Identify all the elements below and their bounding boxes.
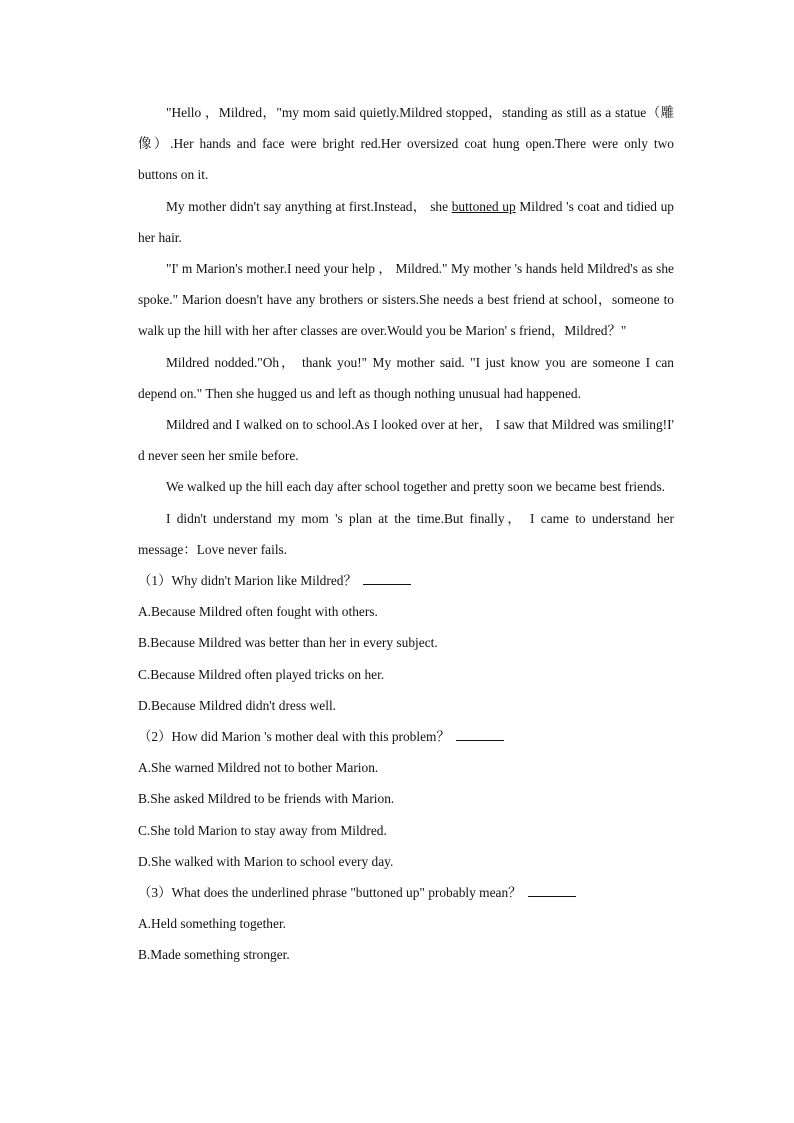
question-stem	[138, 565, 674, 596]
answer-option: A.Held something together.	[138, 916, 287, 932]
answer-option: C.She told Marion to stay away from Mildred.	[138, 822, 387, 838]
answer-option: D.Because Mildred didn't dress well.	[138, 697, 337, 713]
question-text: （2）How did Marion 's mother deal with this problem？	[138, 729, 450, 745]
passage-paragraph: I didn't understand my mom 's plan at the time.But finally， I came to understand her message：Love never fails.	[138, 510, 674, 557]
answer-blank[interactable]	[528, 884, 576, 897]
passage-paragraph: Mildred and I walked on to school.As I looked over at her， I saw that Mildred was smiling!I' d never seen her smile before.	[138, 417, 674, 464]
passage-paragraph: We walked up the hill each day after school together and pretty soon we became best friends.	[166, 479, 666, 495]
passage-paragraph: Mildred nodded."Oh， thank you!" My mother said. "I just know you are someone I can depend on." Then she hugged us and left as though nothing unusual had happened.	[138, 354, 674, 401]
question-text: （3）What does the underlined phrase "buttoned up" probably mean？	[138, 885, 522, 901]
answer-option: A.Because Mildred often fought with others.	[138, 604, 378, 620]
question-text: （1）Why didn't Marion like Mildred？	[138, 573, 357, 589]
passage-paragraph: "Hello ，Mildred，"my mom said quietly.Mildred stopped，standing as still as a statue（雕像）.Her hands and face were bright red.Her oversized coat hung open.There were only two buttons on it.	[138, 105, 674, 183]
answer-blank[interactable]	[363, 572, 411, 585]
answer-option: B.Made something stronger.	[138, 947, 290, 963]
answer-option: C.Because Mildred often played tricks on her.	[138, 666, 385, 682]
answer-option: B.She asked Mildred to be friends with Marion.	[138, 791, 395, 807]
passage-paragraph: "I' m Marion's mother.I need your help ， Mildred." My mother 's hands held Mildred's as she spoke." Marion doesn't have any brothers or sisters.She needs a best friend at school，someone to walk up the hill with her after classes are over.Would you be Marion' s friend，Mildred？"	[138, 261, 674, 339]
question-stem	[138, 877, 674, 908]
question-stem	[138, 721, 674, 752]
paragraph-text: My mother didn't say anything at first.Instead， she	[166, 198, 452, 214]
answer-option: B.Because Mildred was better than her in every subject.	[138, 635, 438, 651]
answer-blank[interactable]	[456, 728, 504, 741]
document-page	[138, 97, 674, 971]
answer-option: A.She warned Mildred not to bother Marion.	[138, 760, 379, 776]
underlined-phrase: buttoned up	[451, 198, 516, 214]
answer-option: D.She walked with Marion to school every day.	[138, 853, 394, 869]
passage-paragraph	[138, 191, 674, 253]
paragraph-text: Mildred 's coat and tidied up her hair.	[138, 198, 675, 245]
